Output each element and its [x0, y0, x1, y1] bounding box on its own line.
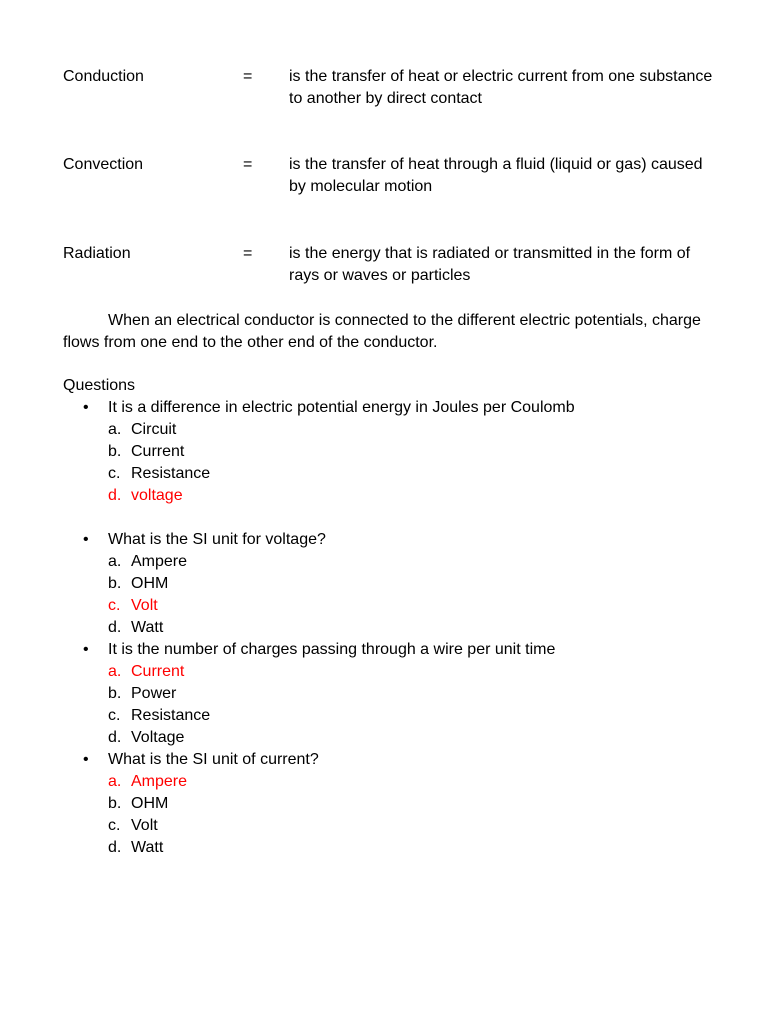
question-text: It is a difference in electric potential energy in Joules per Coulomb [108, 399, 575, 416]
correct-answer-option [63, 595, 723, 617]
definition-term: Convection [63, 156, 144, 173]
option-label: Power [131, 685, 177, 702]
option-letter: d. [108, 729, 122, 746]
definition-term: Conduction [63, 68, 144, 85]
answer-option [63, 793, 723, 815]
option-letter: d. [108, 839, 122, 856]
option-letter: c. [108, 707, 121, 724]
option-label: Resistance [131, 707, 211, 724]
answer-option [63, 705, 723, 727]
option-letter: c. [108, 817, 121, 834]
definition-term: Radiation [63, 245, 131, 262]
question-text: It is the number of charges passing through a wire per unit time [108, 641, 556, 658]
option-letter: c. [108, 597, 121, 614]
question-block-1 [63, 397, 723, 507]
answer-option [63, 617, 723, 639]
option-label: Volt [131, 817, 158, 834]
answer-option [63, 837, 723, 859]
question-4 [63, 749, 723, 771]
option-letter: a. [108, 773, 122, 790]
question-text: What is the SI unit for voltage? [108, 531, 326, 548]
answer-option [63, 573, 723, 595]
answer-option [63, 419, 723, 441]
option-label: Current [131, 663, 185, 680]
option-letter: b. [108, 443, 122, 460]
definition-separator: = [243, 245, 253, 262]
question-text: What is the SI unit of current? [108, 751, 319, 768]
bullet-icon: • [83, 531, 89, 548]
definition-separator: = [243, 68, 253, 85]
answer-option [63, 441, 723, 463]
correct-answer-option [63, 661, 723, 683]
question-2 [63, 529, 723, 551]
option-label: Watt [131, 839, 164, 856]
definition-text: is the transfer of heat through a fluid (liquid or gas) caused by molecular motion [289, 156, 703, 195]
answer-option [63, 683, 723, 705]
question-3 [63, 639, 723, 661]
definition-text: is the energy that is radiated or transmitted in the form of rays or waves or particles [289, 245, 691, 284]
option-letter: a. [108, 553, 122, 570]
option-label: Resistance [131, 465, 211, 482]
option-label: OHM [131, 795, 169, 812]
correct-answer-option [63, 485, 723, 507]
option-letter: b. [108, 575, 122, 592]
option-label: Circuit [131, 421, 177, 438]
option-letter: c. [108, 465, 121, 482]
bullet-icon: • [83, 751, 89, 768]
option-label: Voltage [131, 729, 185, 746]
body-paragraph: When an electrical conductor is connected to the different electric potentials, charge flows from one end to the other end of the conductor. [63, 312, 701, 351]
option-label: voltage [131, 487, 183, 504]
option-letter: a. [108, 421, 122, 438]
questions-heading: Questions [63, 377, 136, 394]
definition-separator: = [243, 156, 253, 173]
answer-option [63, 727, 723, 749]
option-label: OHM [131, 575, 169, 592]
answer-option [63, 551, 723, 573]
option-letter: b. [108, 795, 122, 812]
option-letter: b. [108, 685, 122, 702]
bullet-icon: • [83, 399, 89, 416]
option-label: Ampere [131, 773, 188, 790]
option-label: Ampere [131, 553, 188, 570]
option-letter: d. [108, 619, 122, 636]
option-label: Watt [131, 619, 164, 636]
answer-option [63, 463, 723, 485]
option-label: Volt [131, 597, 158, 614]
option-letter: a. [108, 663, 122, 680]
answer-option [63, 815, 723, 837]
option-label: Current [131, 443, 185, 460]
definition-text: is the transfer of heat or electric current from one substance to another by direct contact [289, 68, 713, 107]
bullet-icon: • [83, 641, 89, 658]
option-letter: d. [108, 487, 122, 504]
question-1 [63, 397, 723, 419]
correct-answer-option [63, 771, 723, 793]
question-block-2 [63, 529, 723, 859]
